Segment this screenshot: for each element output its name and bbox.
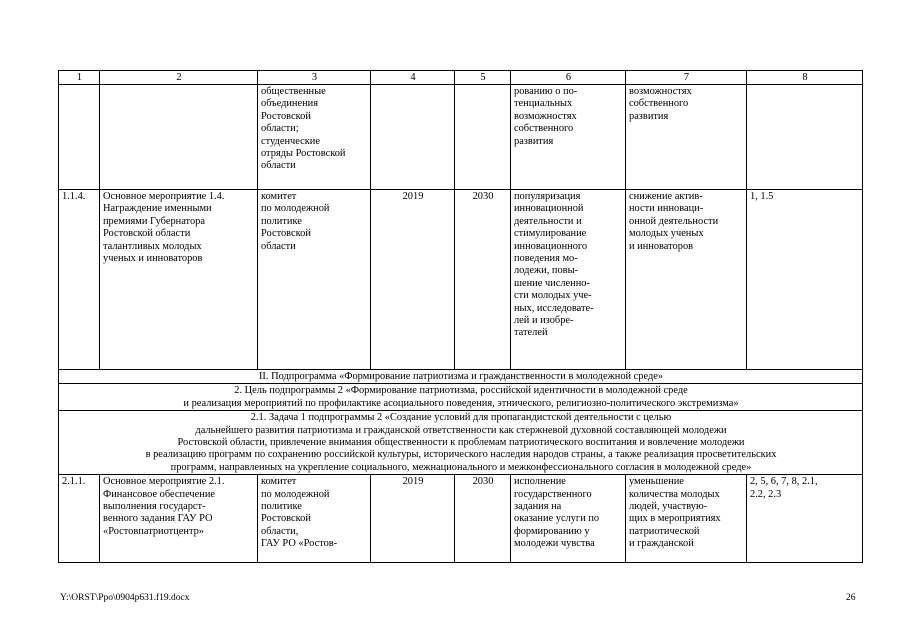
expected-result-cell: исполнение государственного задания на оказание услуги по формированию у молодежи чувства bbox=[511, 475, 626, 563]
indicators-cell: 2, 5, 6, 7, 8, 2.1, 2.2, 2.3 bbox=[747, 475, 863, 563]
subprogram-row bbox=[59, 370, 863, 384]
end-year-cell: 2030 bbox=[455, 475, 511, 563]
subprogram-title: II. Подпрограмма «Формирование патриотизма и гражданственности в молодежной среде» bbox=[59, 370, 863, 384]
col-number: 6 bbox=[511, 71, 626, 85]
expected-result-cell: популяризация инновационной деятельности и стимулирование инновационного поведения мо- лодежи, повы- шение численно- сти молодых уче- ных, исследовате- лей и изобре- тателей bbox=[511, 190, 626, 370]
expected-result-cell: рованию о по- тенциальных возможностях собственного развития bbox=[511, 85, 626, 190]
start-year-cell bbox=[371, 85, 455, 190]
executor-cell: комитет по молодежной политике Ростовской области bbox=[258, 190, 371, 370]
measure-name-cell bbox=[100, 85, 258, 190]
consequences-cell: уменьшение количества молодых людей, участвую- щих в мероприятиях патриотической и гражданской bbox=[626, 475, 747, 563]
row-number-cell bbox=[59, 85, 100, 190]
col-number: 2 bbox=[100, 71, 258, 85]
goal-text: 2. Цель подпрограммы 2 «Формирование патриотизма, российской идентичности в молодежной среде и реализация мероприятий по профилактике асоциального поведения, этнического, религиозно-политического экстремизма» bbox=[59, 384, 863, 411]
col-number: 1 bbox=[59, 71, 100, 85]
column-number-row bbox=[59, 71, 863, 85]
page-number: 26 bbox=[846, 593, 856, 603]
goal-row bbox=[59, 384, 863, 411]
measures-table bbox=[58, 70, 863, 563]
executor-cell: общественные объединения Ростовской области; студенческие отряды Ростовской области bbox=[258, 85, 371, 190]
row-number-cell: 2.1.1. bbox=[59, 475, 100, 563]
measure-name-cell: Основное мероприятие 1.4. Награждение именными премиями Губернатора Ростовской области талантливых молодых ученых и инноваторов bbox=[100, 190, 258, 370]
table-row bbox=[59, 85, 863, 190]
col-number: 5 bbox=[455, 71, 511, 85]
consequences-cell: возможностях собственного развития bbox=[626, 85, 747, 190]
measure-name-cell: Основное мероприятие 2.1. Финансовое обеспечение выполнения государст- венного задания ГАУ РО «Ростовпатриотцентр» bbox=[100, 475, 258, 563]
row-number-cell: 1.1.4. bbox=[59, 190, 100, 370]
task-text: 2.1. Задача 1 подпрограммы 2 «Создание условий для пропагандистской деятельности с целью дальнейшего развития патриотизма и гражданской ответственности как стержневой духовной составляющей молодежи Ростовской области, привлечение внимания общественности к проблемам патриотического воспитания и вовлечение молодежи в реализацию программ по сохранению российской культуры, исторического наследия народов страны, а также реализация просветительских программ, направленных на укрепление социального, межнационального и межконфессионального согласия в молодежной среде» bbox=[59, 411, 863, 475]
table-row bbox=[59, 190, 863, 370]
table-row bbox=[59, 475, 863, 563]
start-year-cell: 2019 bbox=[371, 190, 455, 370]
start-year-cell: 2019 bbox=[371, 475, 455, 563]
col-number: 3 bbox=[258, 71, 371, 85]
file-path: Y:\ORST\Ppo\0904p631.f19.docx bbox=[60, 593, 190, 603]
indicators-cell bbox=[747, 85, 863, 190]
col-number: 7 bbox=[626, 71, 747, 85]
consequences-cell: снижение актив- ности инноваци- онной деятельности молодых ученых и инноваторов bbox=[626, 190, 747, 370]
executor-cell: комитет по молодежной политике Ростовской области, ГАУ РО «Ростов- bbox=[258, 475, 371, 563]
end-year-cell bbox=[455, 85, 511, 190]
end-year-cell: 2030 bbox=[455, 190, 511, 370]
col-number: 8 bbox=[747, 71, 863, 85]
task-row bbox=[59, 411, 863, 475]
indicators-cell: 1, 1.5 bbox=[747, 190, 863, 370]
col-number: 4 bbox=[371, 71, 455, 85]
